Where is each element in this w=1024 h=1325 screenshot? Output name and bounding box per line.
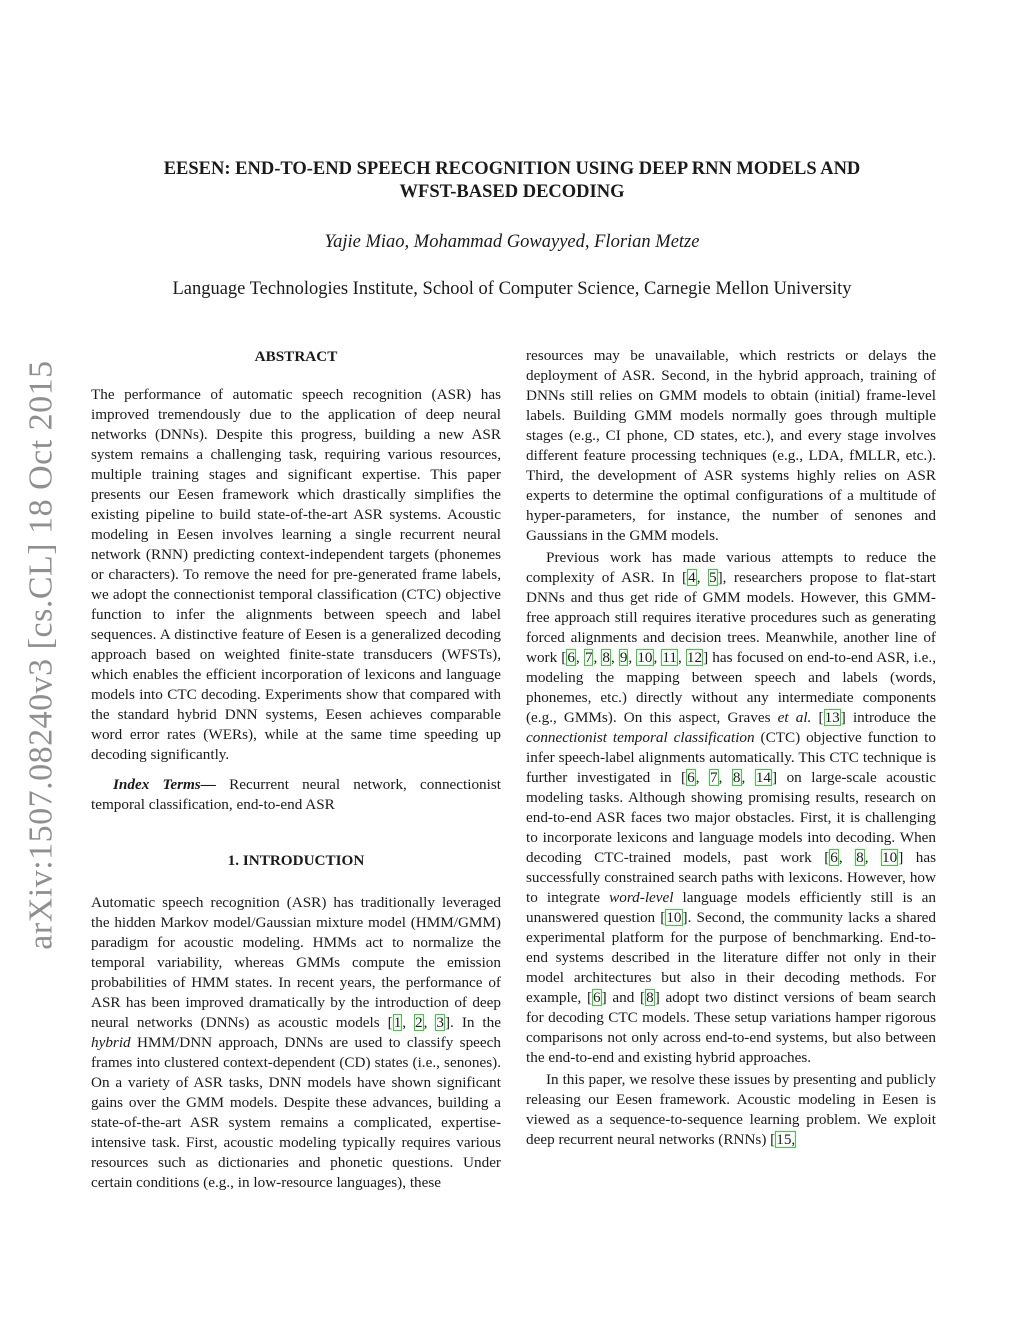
text-run: ] adopt two distinct versions of beam search for decoding CTC models. These setup variations hamper rigorous comparisons not only across end-to-end systems, but also between the end-to-end and existing hybrid approaches. <box>526 989 936 1066</box>
citation-link[interactable]: 6 <box>593 989 601 1006</box>
text-run: ] and [ <box>601 989 646 1006</box>
citation-link[interactable]: 12 <box>686 649 703 666</box>
citation-link[interactable]: 7 <box>710 769 718 786</box>
index-terms <box>91 775 501 815</box>
index-terms-label: Index Terms— <box>113 776 216 793</box>
right-column <box>526 346 936 1150</box>
citation-link[interactable]: 8 <box>856 849 864 866</box>
emphasis: connectionist temporal classification <box>526 729 755 746</box>
arxiv-identifier-stamp <box>12 355 72 955</box>
text-run: language models efficiently still is an unanswered question [ <box>526 889 936 926</box>
text-run: ] has successfully constrained search paths with lexicons. However, how to integrate <box>526 849 936 906</box>
citation-link[interactable]: 9 <box>619 649 628 666</box>
index-terms-text: Recurrent neural network, connectionist temporal classification, end-to-end ASR <box>91 776 502 813</box>
citation-link[interactable]: 15, <box>776 1131 796 1148</box>
text-run: Automatic speech recognition (ASR) has traditionally leveraged the hidden Markov model/Gaussian mixture model (HMM/GMM) paradigm for acoustic modeling. HMMs act to normalize the temporal variability, whereas GMMs compute the emission probabilities of HMM states. In recent years, the performance of ASR has been improved dramatically by the introduction of deep neural networks (DNNs) as acoustic models [ <box>91 894 501 1031</box>
emphasis: word-level <box>609 889 674 906</box>
text-run: ] has focused on end-to-end ASR, i.e., modeling the mapping between speech and labels (words, phonemes, etc.) directly without any intermediate components (e.g., GMMs). On this aspect, Graves <box>526 649 937 726</box>
citation-link[interactable]: 6 <box>567 649 575 666</box>
citation-link[interactable]: 5 <box>708 569 717 586</box>
citation-link[interactable]: 1 <box>393 1014 402 1031</box>
introduction-heading: 1. INTRODUCTION <box>227 852 365 869</box>
emphasis: hybrid <box>91 1034 131 1051</box>
citation-link[interactable]: 10 <box>637 649 653 666</box>
text-run: ] introduce the <box>840 709 936 726</box>
text-run: ]. In the <box>445 1014 501 1031</box>
citation-link[interactable]: 7 <box>584 649 593 666</box>
arxiv-id: arXiv:1507.08240v3 [cs.CL] 18 Oct 2015 <box>23 360 60 950</box>
title-line-1: EESEN: END-TO-END SPEECH RECOGNITION USING DEEP RNN MODELS AND <box>163 159 861 179</box>
citation-link[interactable]: 10 <box>666 909 682 926</box>
intro-paragraph-1: Automatic speech recognition (ASR) has traditionally leveraged the hidden Markov model/Gaussian mixture model (HMM/GMM) paradigm for acoustic modeling. HMMs act to normalize the temporal variability, whereas GMMs compute the emission probabilities of HMM states. In recent years, the performance of ASR has been improved dramatically by the introduction of deep neural networks (DNNs) as acoustic models [1, 2, 3]. In the hybrid HMM/DNN approach, DNNs are used to classify speech frames into clustered context-dependent (CD) states (i.e., senones). On a variety of ASR tasks, DNN models have shown significant gains over the GMM models. Despite these advances, building a state-of-the-art ASR system remains a complicated, expertise-intensive task. First, acoustic modeling typically requires various resources such as dictionaries and phonetic questions. Under certain conditions (e.g., in low-resource languages), these <box>91 894 501 1191</box>
citation-link[interactable]: 6 <box>830 849 838 866</box>
citation-link[interactable]: 8 <box>602 649 610 666</box>
citation-link[interactable]: 10 <box>882 849 898 866</box>
citation-link[interactable]: 2 <box>415 1014 423 1031</box>
citation-link[interactable]: 4 <box>688 569 696 586</box>
citation-link[interactable]: 8 <box>732 769 741 786</box>
paper-title <box>100 158 924 204</box>
text-run: (CTC) objective function to infer speech-label alignments automatically. This CTC technique is further investigated in [ <box>526 729 936 786</box>
text-run: In this paper, we resolve these issues by presenting and publicly releasing our Eesen framework. Acoustic modeling in Eesen is viewed as a sequence-to-sequence learning problem. We exploit deep recurrent neural networks (RNNs) [ <box>526 1071 936 1148</box>
title-line-2: WFST-BASED DECODING <box>399 182 625 202</box>
affiliation: Language Technologies Institute, School of Computer Science, Carnegie Mellon University <box>172 279 852 299</box>
text-run: [ <box>811 709 824 726</box>
intro-paragraph-3 <box>526 1070 936 1150</box>
citation-link[interactable]: 3 <box>436 1014 444 1031</box>
text-run: HMM/DNN approach, DNNs are used to classify speech frames into clustered context-dependent (CD) states (i.e., senones). On a variety of ASR tasks, DNN models have shown significant gains over the GMM models. Despite these advances, building a state-of-the-art ASR system remains a complicated, expertise-intensive task. First, acoustic modeling typically requires various resources such as dictionaries and phonetic questions. Under certain conditions (e.g., in low-resource languages), these <box>91 1034 501 1191</box>
abstract-text: The performance of automatic speech recognition (ASR) has improved tremendously due to the application of deep neural networks (DNNs). Despite this progress, building a new ASR system remains a challenging task, requiring various resources, multiple training stages and significant expertise. This paper presents our Eesen framework which drastically simplifies the existing pipeline to build state-of-the-art ASR systems. Acoustic modeling in Eesen involves learning a single recurrent neural network (RNN) predicting context-independent targets (phonemes or characters). To remove the need for pre-generated frame labels, we adopt the connectionist temporal classification (CTC) objective function to infer the alignments between speech and label sequences. A distinctive feature of Eesen is a generalized decoding approach based on weighted finite-state transducers (WFSTs), which enables the efficient incorporation of lexicons and language models into CTC decoding. Experiments show that compared with the standard hybrid DNN systems, Eesen achieves comparable word error rates (WERs), while at the same time speeding up decoding significantly. <box>91 386 501 763</box>
abstract-heading: ABSTRACT <box>254 348 338 365</box>
citation-link[interactable]: 11 <box>662 649 678 666</box>
author-list: Yajie Miao, Mohammad Gowayyed, Florian Metze <box>324 232 700 252</box>
text-run: Previous work has made various attempts to reduce the complexity of ASR. In [ <box>526 549 936 586</box>
citation-link[interactable]: 14 <box>755 769 772 786</box>
intro-paragraph-1-continued: resources may be unavailable, which restricts or delays the deployment of ASR. Second, in the hybrid approach, training of DNNs still relies on GMM models to obtain (initial) frame-level labels. Building GMM models normally goes through multiple stages (e.g., CI phone, CD states, etc.), and every stage involves different feature processing techniques (e.g., LDA, fMLLR, etc.). Third, the development of ASR systems highly relies on ASR experts to determine the optimal configurations of a multitude of hyper-parameters, for instance, the number of senones and Gaussians in the GMM models. <box>526 347 936 544</box>
text-run: ] on large-scale acoustic modeling tasks. Although showing promising results, research on end-to-end ASR faces two major obstacles. First, it is challenging to incorporate lexicons and language models into decoding. When decoding CTC-trained models, past work [ <box>526 769 937 866</box>
citation-link[interactable]: 8 <box>646 989 654 1006</box>
citation-link[interactable]: 13 <box>824 709 840 726</box>
text-run: ], researchers propose to flat-start DNNs and thus get ride of GMM models. However, this GMM-free approach still requires iterative procedures such as generating forced alignments and decision trees. Meanwhile, another line of work [ <box>526 569 936 666</box>
intro-paragraph-2: Previous work has made various attempts to reduce the complexity of ASR. In [4, 5], researchers propose to flat-start DNNs and thus get ride of GMM models. However, this GMM-free approach still requires iterative procedures such as generating forced alignments and decision trees. Meanwhile, another line of work [6, 7, 8, 9, 10, 11, 12] has focused on end-to-end ASR, i.e., modeling the mapping between speech and labels (words, phonemes, etc.) directly without any intermediate components (e.g., GMMs). On this aspect, Graves et al. [13] introduce the connectionist temporal classification (CTC) objective function to infer speech-label alignments automatically. This CTC technique is further investigated in [6, 7, 8, 14] on large-scale acoustic modeling tasks. Although showing promising results, research on end-to-end ASR faces two major obstacles. First, it is challenging to incorporate lexicons and language models into decoding. When decoding CTC-trained models, past work [6, 8, 10] has successfully constrained search paths with lexicons. However, how to integrate word-level language models efficiently still is an unanswered question [10]. Second, the community lacks a shared experimental platform for the purpose of benchmarking. End-to-end systems described in the literature differ not only in their model architectures but also in their decoding methods. For example, [6] and [8] adopt two distinct versions of beam search for decoding CTC models. These setup variations hamper rigorous comparisons not only across end-to-end systems, but also between the end-to-end and existing hybrid approaches. <box>526 549 937 1066</box>
citation-link[interactable]: 6 <box>687 769 695 786</box>
emphasis: et al. <box>777 709 812 726</box>
left-column <box>91 343 501 1193</box>
text-run: ]. Second, the community lacks a shared experimental platform for the purpose of benchmarking. End-to-end systems described in the literature differ not only in their model architectures but also in their decoding methods. For example, [ <box>526 909 936 1006</box>
